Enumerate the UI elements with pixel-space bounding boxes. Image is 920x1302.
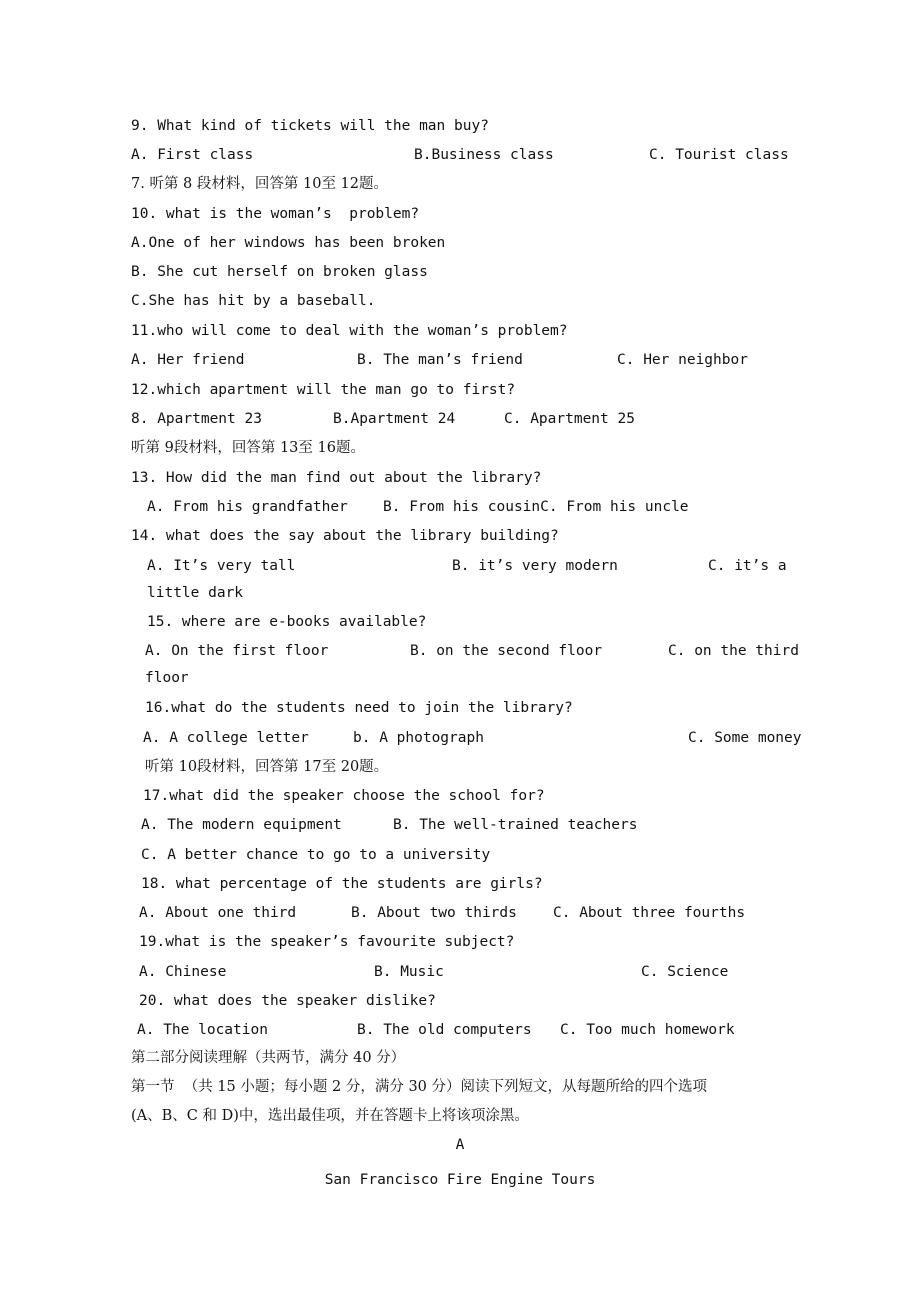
q18-option-a: A. About one third: [139, 905, 297, 921]
question-12: 12.which apartment will the man go to first?: [131, 382, 516, 398]
q11-option-a: A. Her friend: [131, 352, 245, 368]
q16-option-a: A. A college letter: [143, 730, 309, 746]
q11-option-b: B. The man’s friend: [357, 352, 523, 368]
question-18: 18. what percentage of the students are girls?: [141, 876, 543, 892]
section-8-instruction: 7. 听第 8 段材料，回答第 10至 12题。: [131, 176, 389, 192]
q15-option-b: B. on the second floor: [410, 643, 603, 659]
q10-option-b: B. She cut herself on broken glass: [131, 264, 428, 280]
question-16: 16.what do the students need to join the library?: [145, 700, 573, 716]
q14-option-c: C. it’s a: [708, 558, 787, 574]
q19-option-a: A. Chinese: [139, 964, 227, 980]
q19-option-c: C. Science: [641, 964, 729, 980]
q20-option-c: C. Too much homework: [560, 1022, 735, 1038]
question-9: 9. What kind of tickets will the man buy?: [131, 118, 489, 134]
q10-option-c: C.She has hit by a baseball.: [131, 293, 376, 309]
q11-option-c: C. Her neighbor: [617, 352, 748, 368]
q12-option-a: 8. Apartment 23: [131, 411, 262, 427]
q9-option-c: C. Tourist class: [649, 147, 789, 163]
q20-option-a: A. The location: [137, 1022, 268, 1038]
q17-option-c: C. A better chance to go to a university: [141, 847, 491, 863]
q20-option-b: B. The old computers: [357, 1022, 532, 1038]
q16-option-b: b. A photograph: [353, 730, 484, 746]
q14-option-b: B. it’s very modern: [452, 558, 618, 574]
question-11: 11.who will come to deal with the woman’s problem?: [131, 323, 568, 339]
question-15: 15. where are e-books available?: [147, 614, 427, 630]
passage-letter: A: [455, 1137, 465, 1153]
q14-option-c-cont: little dark: [147, 585, 244, 601]
q15-option-a: A. On the first floor: [145, 643, 329, 659]
question-17: 17.what did the speaker choose the school for?: [143, 788, 545, 804]
q19-option-b: B. Music: [374, 964, 444, 980]
q16-option-c: C. Some money: [688, 730, 802, 746]
q17-option-b: B. The well-trained teachers: [393, 817, 638, 833]
q9-option-b: B.Business class: [414, 147, 554, 163]
q18-option-b: B. About two thirds: [351, 905, 517, 921]
q14-option-a: A. It’s very tall: [147, 558, 296, 574]
question-10: 10. what is the woman’s problem?: [131, 206, 420, 222]
q12-option-b: B.Apartment 24: [333, 411, 456, 427]
q15-option-c-cont: floor: [145, 670, 189, 686]
question-19: 19.what is the speaker’s favourite subject?: [139, 934, 515, 950]
question-20: 20. what does the speaker dislike?: [139, 993, 436, 1009]
q13-option-a: A. From his grandfather: [147, 499, 348, 515]
question-13: 13. How did the man find out about the library?: [131, 470, 542, 486]
part-2-heading: 第二部分阅读理解（共两节，满分 40 分）: [131, 1050, 406, 1066]
q17-option-a: A. The modern equipment: [141, 817, 342, 833]
q13-options-bc: B. From his cousinC. From his uncle: [383, 499, 689, 515]
question-14: 14. what does the say about the library building?: [131, 528, 559, 544]
section-10-instruction: 听第 10段材料，回答第 17至 20题。: [145, 759, 389, 775]
section-1-instruction-line1: 第一节 （共 15 小题；每小题 2 分，满分 30 分）阅读下列短文，从每题所给的四个选项: [131, 1079, 707, 1095]
section-9-instruction: 听第 9段材料，回答第 13至 16题。: [131, 440, 365, 456]
section-1-instruction-line2: (A、B、C 和 D)中，选出最佳项，并在答题卡上将该项涂黑。: [131, 1108, 529, 1124]
q15-option-c: C. on the third: [668, 643, 799, 659]
q10-option-a: A.One of her windows has been broken: [131, 235, 446, 251]
q9-option-a: A. First class: [131, 147, 254, 163]
passage-title: San Francisco Fire Engine Tours: [324, 1172, 596, 1188]
q12-option-c: C. Apartment 25: [504, 411, 635, 427]
q18-option-c: C. About three fourths: [553, 905, 746, 921]
